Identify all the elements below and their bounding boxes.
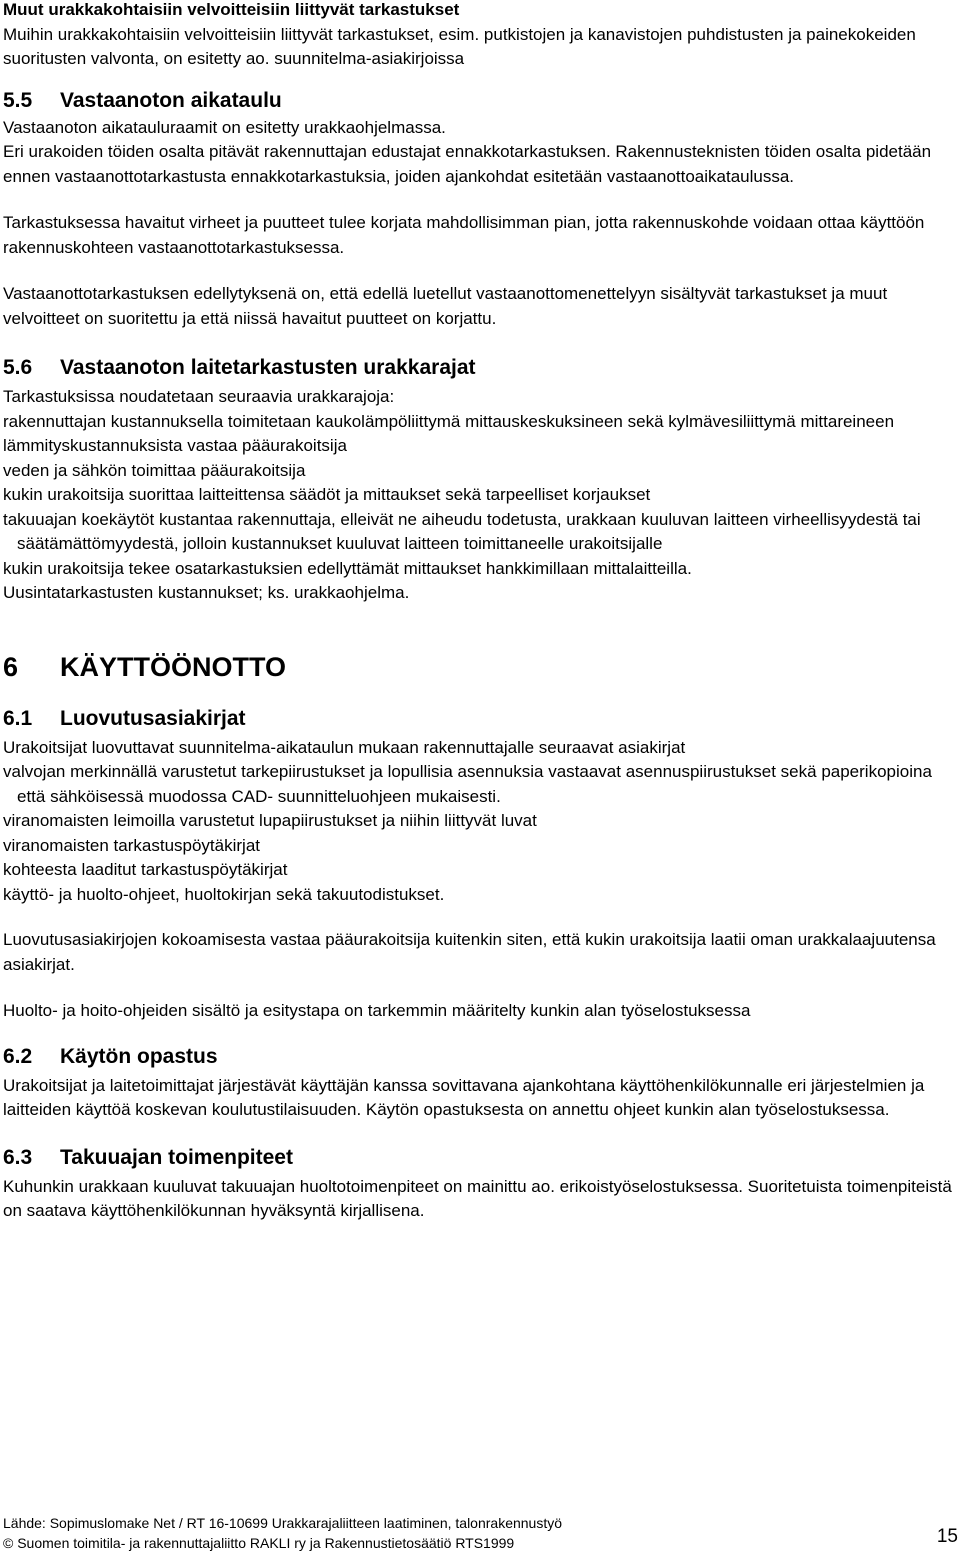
- intro-text: Muihin urakkakohtaisiin velvoitteisiin liittyvät tarkastukset, esim. putkistojen ja kanavistojen puhdistusten ja painekokeiden suoritusten valvonta, on esitetty ao. suunnitelma-asiakirjoissa: [3, 24, 916, 68]
- paragraph: Eri urakoiden töiden osalta pitävät rakennuttajan edustajat ennakkotarkastuksen. Rakennusteknisten töiden osalta pidetään ennen vastaanottotarkastusta ennakkotarkastuksia, joiden ajankohdat esitetään vastaanottoaikataulussa.: [3, 142, 932, 186]
- section-number: 5.6: [3, 356, 33, 379]
- list-item: kukin urakoitsija suorittaa laitteittensa säädöt ja mittaukset sekä tarpeelliset korjaukset: [3, 485, 651, 504]
- section-5-5-heading: [3, 88, 955, 114]
- list-item: veden ja sähkön toimittaa pääurakoitsija: [3, 460, 306, 480]
- list-item: viranomaisten tarkastuspöytäkirjat: [3, 835, 261, 855]
- list-item: kukin urakoitsija tekee osatarkastuksien edellyttämät mittaukset hankkimillaan mittalaitteilla.: [3, 558, 692, 578]
- list-lead: Tarkastuksissa noudatetaan seuraavia urakkarajoja:: [3, 387, 395, 406]
- section-number: 5.5: [3, 88, 33, 112]
- section-number: 6.2: [3, 1044, 33, 1068]
- section-number: 6.1: [3, 706, 33, 730]
- page-footer: [3, 1513, 955, 1553]
- section-number: 6.3: [3, 1145, 33, 1169]
- paragraph: Luovutusasiakirjojen kokoamisesta vastaa pääurakoitsija kuitenkin siten, että kukin urakoitsija laatii oman urakkalaajuutensa asiakirjat.: [3, 930, 936, 974]
- footer-source: Lähde: Sopimuslomake Net / RT 16-10699 Urakkarajaliitteen laatiminen, talonrakennustyö: [3, 1515, 563, 1531]
- section-title: Vastaanoton laitetarkastusten urakkarajat: [60, 356, 476, 379]
- paragraph: Urakoitsijat ja laitetoimittajat järjestävät käyttäjän kanssa sovittavana ajankohtana käyttöhenkilökunnalle eri järjestelmien ja laitteiden käyttöä koskevan koulutustilaisuuden. Käytön opastuksesta on annettu ohjeet kunkin alan työselostuksessa.: [3, 1075, 925, 1119]
- list-item: kohteesta laaditut tarkastuspöytäkirjat: [3, 860, 288, 879]
- section-title: Takuuajan toimenpiteet: [60, 1145, 293, 1169]
- document-page: [3, 0, 955, 1224]
- section-6-3-heading: [3, 1145, 955, 1171]
- list-item: lämmityskustannuksista vastaa pääurakoitsija: [3, 436, 347, 455]
- section-5-6-heading: [3, 355, 955, 381]
- paragraph: Kuhunkin urakkaan kuuluvat takuuajan huoltotoimenpiteet on mainittu ao. erikoistyöselostuksessa. Suoritetuista toimenpiteistä on saatava käyttöhenkilökunnan hyväksyntä kirjallisena.: [3, 1176, 952, 1220]
- list-item: valvojan merkinnällä varustetut tarkepiirustukset ja lopullisia asennuksia vastaavat asennuspiirustukset sekä paperikopioina että sähköisessä muodossa CAD- suunnitteluohjeen mukaisesti.: [3, 762, 932, 806]
- paragraph: Tarkastuksessa havaitut virheet ja puutteet tulee korjata mahdollisimman pian, jotta rakennuskohde voidaan ottaa käyttöön rakennuskohteen vastaanottotarkastuksessa.: [3, 213, 925, 257]
- paragraph: Vastaanoton aikatauluraamit on esitetty urakkaohjelmassa.: [3, 117, 446, 137]
- intro-heading: Muut urakkakohtaisiin velvoitteisiin liittyvät tarkastukset: [3, 0, 460, 19]
- chapter-6-heading: [3, 651, 955, 683]
- page-number: 15: [936, 1526, 958, 1547]
- paragraph: Huolto- ja hoito-ohjeiden sisältö ja esitystapa on tarkemmin määritelty kunkin alan työselostuksessa: [3, 1001, 751, 1020]
- section-6-2-heading: [3, 1044, 955, 1070]
- section-title: Vastaanoton aikataulu: [60, 88, 282, 112]
- section-title: KÄYTTÖÖNOTTO: [60, 651, 286, 682]
- list-lead: Urakoitsijat luovuttavat suunnitelma-aikataulun mukaan rakennuttajalle seuraavat asiakirjat: [3, 737, 686, 757]
- list-item: takuuajan koekäytöt kustantaa rakennuttaja, elleivät ne aiheudu todetusta, urakkaan kuuluvan laitteen virheellisyydestä tai säätämättömyydestä, jolloin kustannukset kuuluvat laitteen toimittaneelle urakoitsijalle: [3, 509, 921, 553]
- list-item: viranomaisten leimoilla varustetut lupapiirustukset ja niihin liittyvät luvat: [3, 811, 537, 830]
- list-item: Uusintatarkastusten kustannukset; ks. urakkaohjelma.: [3, 583, 410, 602]
- list-item: käyttö- ja huolto-ohjeet, huoltokirjan sekä takuutodistukset.: [3, 884, 445, 904]
- section-6-1-heading: [3, 706, 955, 732]
- list-item: rakennuttajan kustannuksella toimitetaan kaukolämpöliittymä mittauskeskuksineen sekä kylmävesiliittymä mittareineen: [3, 411, 895, 431]
- section-title: Luovutusasiakirjat: [60, 706, 246, 730]
- footer-copyright: © Suomen toimitila- ja rakennuttajaliitto RAKLI ry ja Rakennustietosäätiö RTS1999: [3, 1535, 515, 1551]
- section-title: Käytön opastus: [60, 1044, 218, 1068]
- section-number: 6: [3, 651, 19, 682]
- paragraph: Vastaanottotarkastuksen edellytyksenä on, että edellä luetellut vastaanottomenettelyyn sisältyvät tarkastukset ja muut velvoitteet on suoritettu ja että niissä havaitut puutteet on korjattu.: [3, 284, 888, 328]
